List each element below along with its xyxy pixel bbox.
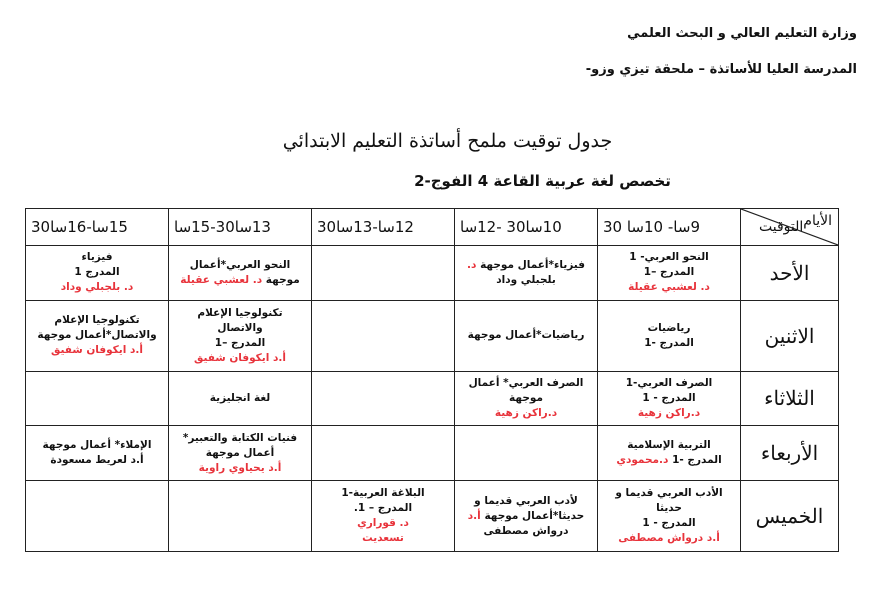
schedule-cell <box>455 426 598 481</box>
course-text: لغة انجليزية <box>209 391 271 404</box>
course-text: النحو العربي- 1 <box>629 251 709 264</box>
teacher-name: أ.د ايكوفان شفيق <box>194 351 286 364</box>
course-text: التربية الإسلامية <box>627 439 711 452</box>
cell-line <box>174 351 306 366</box>
teacher-name: أ.د <box>467 509 481 522</box>
course-text: والاتصال*أعمال موجهة <box>37 329 157 342</box>
slot-header: 9سا- 10سا 30 <box>598 209 741 246</box>
cell-line <box>174 431 306 446</box>
schedule-cell <box>26 371 169 426</box>
course-text: الأدب العربي قديما و حديثا <box>615 487 723 515</box>
cell-line <box>31 280 163 295</box>
schedule-cell <box>26 300 169 371</box>
cell-line <box>460 328 592 343</box>
cell-line <box>460 273 592 288</box>
teacher-name: أ.د يحياوي راوية <box>198 461 282 474</box>
day-cell: الأحد <box>741 246 839 301</box>
cell-line <box>603 336 735 351</box>
time-label: التوقيت <box>759 219 804 235</box>
teacher-name: د. بلجبلي وداد <box>60 281 134 294</box>
course-text: المدرج - 1 <box>642 517 696 530</box>
course-text: موجهة <box>509 391 543 404</box>
school-header: المدرسة العليا للأساتذة – ملحقة تيزي وزو- <box>585 62 857 77</box>
day-cell: الخميس <box>741 481 839 552</box>
schedule-cell <box>169 426 312 481</box>
teacher-name: د.محمودي <box>616 454 669 467</box>
course-text: تكنولوجيا الإعلام والاتصال <box>197 306 283 334</box>
course-text: رياضيات*أعمال موجهة <box>467 329 585 342</box>
course-text: فيزياء <box>81 251 113 264</box>
cell-line <box>603 265 735 280</box>
day-cell: الاثنين <box>741 300 839 371</box>
course-text: المدرج 1 <box>74 266 120 279</box>
ministry-header: وزارة التعليم العالي و البحث العلمي <box>627 26 857 41</box>
cell-line <box>460 376 592 391</box>
cell-line <box>31 453 163 468</box>
cell-line <box>317 531 449 546</box>
slot-header: 10سا30 -12سا <box>455 209 598 246</box>
course-text: المدرج –1 <box>643 266 695 279</box>
slot-header: 15سا-16سا30 <box>26 209 169 246</box>
course-text: درواش مصطفى <box>483 524 569 537</box>
schedule-table <box>25 208 839 552</box>
schedule-cell <box>455 481 598 552</box>
course-text: النحو العربي*أعمال <box>189 258 291 271</box>
cell-line <box>603 250 735 265</box>
course-text: الإملاء* أعمال موجهة <box>42 439 152 452</box>
teacher-name: د.راكن زهية <box>494 406 558 419</box>
cell-line <box>460 524 592 539</box>
course-text: حديثا*أعمال موجهة <box>484 509 585 522</box>
schedule-cell <box>455 300 598 371</box>
cell-line <box>31 250 163 265</box>
course-text: أعمال موجهة <box>205 446 275 459</box>
page-title: جدول توقيت ملمح أساتذة التعليم الابتدائي <box>282 130 613 152</box>
schedule-cell <box>312 300 455 371</box>
cell-line <box>460 494 592 509</box>
course-text: الصرف العربي-1 <box>625 376 713 389</box>
cell-line <box>603 406 735 421</box>
schedule-cell <box>312 371 455 426</box>
cell-line <box>603 376 735 391</box>
table-row <box>26 481 839 552</box>
schedule-cell <box>312 246 455 301</box>
cell-line <box>603 280 735 295</box>
schedule-cell <box>598 371 741 426</box>
table-header-row <box>26 209 839 246</box>
course-text: المدرج – 1. <box>353 502 413 515</box>
course-text: فيزياء*أعمال موجهة <box>480 258 585 271</box>
cell-line <box>174 273 306 288</box>
course-text: لأدب العربي قديما و <box>474 494 578 507</box>
table-row <box>26 426 839 481</box>
slot-header: 13سا30-15سا <box>169 209 312 246</box>
cell-line <box>603 391 735 406</box>
cell-line <box>317 516 449 531</box>
course-text: المدرج - 1 <box>642 391 696 404</box>
course-text: المدرج -1 <box>672 454 722 467</box>
page-subtitle: تخصص لغة عربية القاعة 4 الفوج-2 <box>414 172 671 190</box>
schedule-cell <box>598 246 741 301</box>
cell-line <box>31 313 163 328</box>
cell-line <box>31 328 163 343</box>
cell-line <box>31 265 163 280</box>
cell-line <box>317 486 449 501</box>
day-cell: الأربعاء <box>741 426 839 481</box>
slot-header: 12سا-13سا30 <box>312 209 455 246</box>
cell-line <box>603 531 735 546</box>
schedule-cell <box>312 481 455 552</box>
teacher-name: د. لعشبي عقيلة <box>628 281 710 294</box>
schedule-cell <box>312 426 455 481</box>
course-text: بلجبلي وداد <box>496 273 556 286</box>
cell-line <box>603 438 735 453</box>
table-row <box>26 246 839 301</box>
cell-line <box>460 391 592 406</box>
schedule-cell <box>598 426 741 481</box>
course-text: البلاغة العربية-1 <box>341 487 425 500</box>
cell-line <box>174 446 306 461</box>
teacher-name: د.راكن زهية <box>637 406 701 419</box>
day-cell: الثلاثاء <box>741 371 839 426</box>
cell-line <box>174 391 306 406</box>
course-text: الصرف العربي* أعمال <box>468 376 584 389</box>
schedule-cell <box>169 371 312 426</box>
cell-line <box>174 461 306 476</box>
cell-line <box>31 343 163 358</box>
schedule-cell <box>26 426 169 481</box>
course-text: رياضيات <box>647 321 691 334</box>
schedule-cell <box>26 481 169 552</box>
cell-line <box>460 258 592 273</box>
schedule-cell <box>169 481 312 552</box>
cell-line <box>460 509 592 524</box>
cell-line <box>603 453 735 468</box>
cell-line <box>603 516 735 531</box>
teacher-name: د. <box>467 258 477 271</box>
cell-line <box>460 406 592 421</box>
cell-line <box>317 501 449 516</box>
teacher-name: أ.د درواش مصطفى <box>618 532 720 545</box>
cell-line <box>603 486 735 516</box>
cell-line <box>31 438 163 453</box>
teacher-name: تسعديت <box>362 532 404 545</box>
cell-line <box>174 336 306 351</box>
schedule-cell <box>455 371 598 426</box>
course-text: تكنولوجيا الإعلام <box>54 314 140 327</box>
course-text: المدرج -1 <box>644 336 694 349</box>
teacher-name: د. لعشبي عقيلة <box>180 273 263 286</box>
schedule-cell <box>598 300 741 371</box>
schedule-cell <box>26 246 169 301</box>
days-label: الأيام <box>803 213 832 229</box>
cell-line <box>174 306 306 336</box>
table-row <box>26 371 839 426</box>
schedule-cell <box>169 246 312 301</box>
schedule-cell <box>455 246 598 301</box>
cell-line <box>603 321 735 336</box>
course-text: فنيات الكتابة والتعبير* <box>182 431 298 444</box>
cell-line <box>174 258 306 273</box>
course-text: موجهة <box>265 273 300 286</box>
schedule-cell <box>169 300 312 371</box>
teacher-name: أ.د ايكوفان شفيق <box>51 344 143 357</box>
schedule-cell <box>598 481 741 552</box>
days-time-header <box>741 209 839 246</box>
course-text: المدرج –1 <box>214 336 266 349</box>
teacher-name: د. قوراري <box>357 517 409 530</box>
table-row <box>26 300 839 371</box>
course-text: أ.د لعريط مسعودة <box>50 454 144 467</box>
